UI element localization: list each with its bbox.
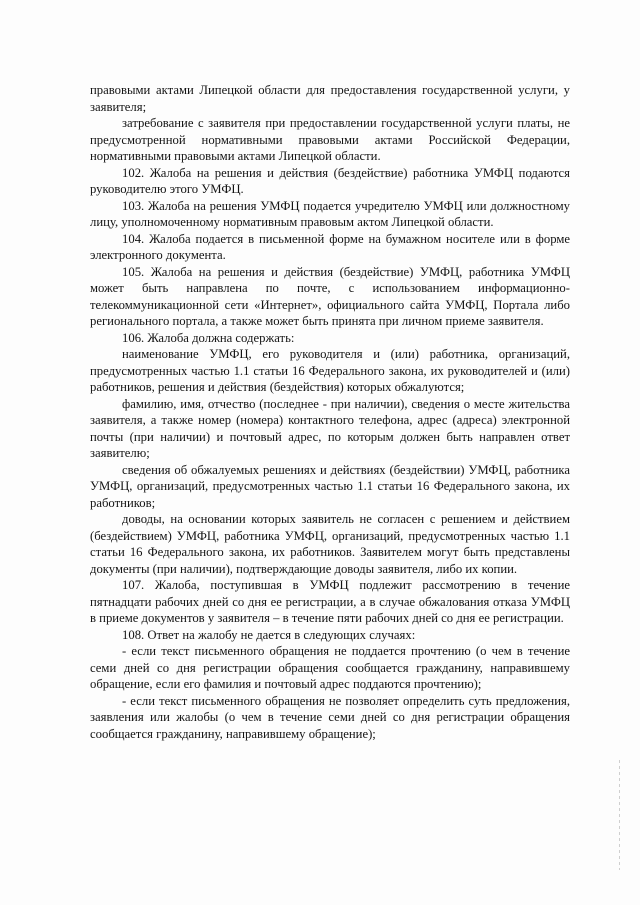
paragraph-11: доводы, на основании которых заявитель не согласен с решением и действием (бездействием) УМФЦ, работника УМФЦ, организаций, предусмотренных частью 1.1 статьи 16 Федерального закона, их работников. Заявителем могут быть представлены документы (при наличии), подтверждающие доводы заявителя, либо их копии. (90, 512, 570, 576)
paragraph-14: - если текст письменного обращения не поддается прочтению (о чем в течение семи дней со дня регистрации обращения сообщается гражданину, направившему обращение, если его фамилия и почтовый адрес поддаются прочтению); (90, 644, 570, 691)
paragraph-3: 102. Жалоба на решения и действия (бездействие) работника УМФЦ подаются руководителю этого УМФЦ. (90, 165, 570, 196)
paragraph-13: 108. Ответ на жалобу не дается в следующих случаях: (122, 627, 416, 642)
paragraph-5: 104. Жалоба подается в письменной форме на бумажном носителе или в форме электронного документа. (90, 231, 570, 262)
paragraph-9: фамилию, имя, отчество (последнее - при наличии), сведения о месте жительства заявителя, а также номер (номера) контактного телефона, адрес (адреса) электронной почты (при наличии) и почтовый адрес, по которым должен быть направлен ответ заявителю; (90, 396, 570, 460)
paragraph-15: - если текст письменного обращения не позволяет определить суть предложения, заявления или жалобы (о чем в течение семи дней со дня регистрации обращения сообщается гражданину, направившему обращение); (90, 693, 570, 741)
document-body (90, 82, 570, 742)
paragraph-10: сведения об обжалуемых решениях и действиях (бездействии) УМФЦ, работника УМФЦ, организаций, предусмотренных частью 1.1 статьи 16 Федерального закона, их работников; (90, 462, 570, 510)
paragraph-4: 103. Жалоба на решения УМФЦ подается учредителю УМФЦ или должностному лицу, уполномоченному нормативным правовым актом Липецкой области. (90, 198, 570, 229)
paragraph-8: наименование УМФЦ, его руководителя и (или) работника, организаций, предусмотренных частью 1.1 статьи 16 Федерального закона, их руководителей и (или) работников, решения и действия (бездействия) которых обжалуются; (90, 347, 570, 394)
paragraph-2: затребование с заявителя при предоставлении государственной услуги платы, не предусмотренной нормативными правовыми актами Российской Федерации, нормативными правовыми актами Липецкой области. (90, 116, 570, 163)
paragraph-12: 107. Жалоба, поступившая в УМФЦ подлежит рассмотрению в течение пятнадцати рабочих дней со дня ее регистрации, а в случае обжалования отказа УМФЦ в приеме документов у заявителя – в течение пяти рабочих дней со дня ее регистрации. (90, 578, 570, 625)
scan-edge-mark (619, 760, 620, 870)
paragraph-6: 105. Жалоба на решения и действия (бездействие) УМФЦ, работника УМФЦ может быть направлена по почте, с использованием информационно-телекоммуникационной сети «Интернет», официального сайта УМФЦ, Портала либо регионального портала, а также может быть принята при личном приеме заявителя. (90, 264, 570, 328)
paragraph-7: 106. Жалоба должна содержать: (122, 330, 295, 345)
paragraph-1: правовыми актами Липецкой области для предоставления государственной услуги, у заявителя; (90, 83, 570, 114)
